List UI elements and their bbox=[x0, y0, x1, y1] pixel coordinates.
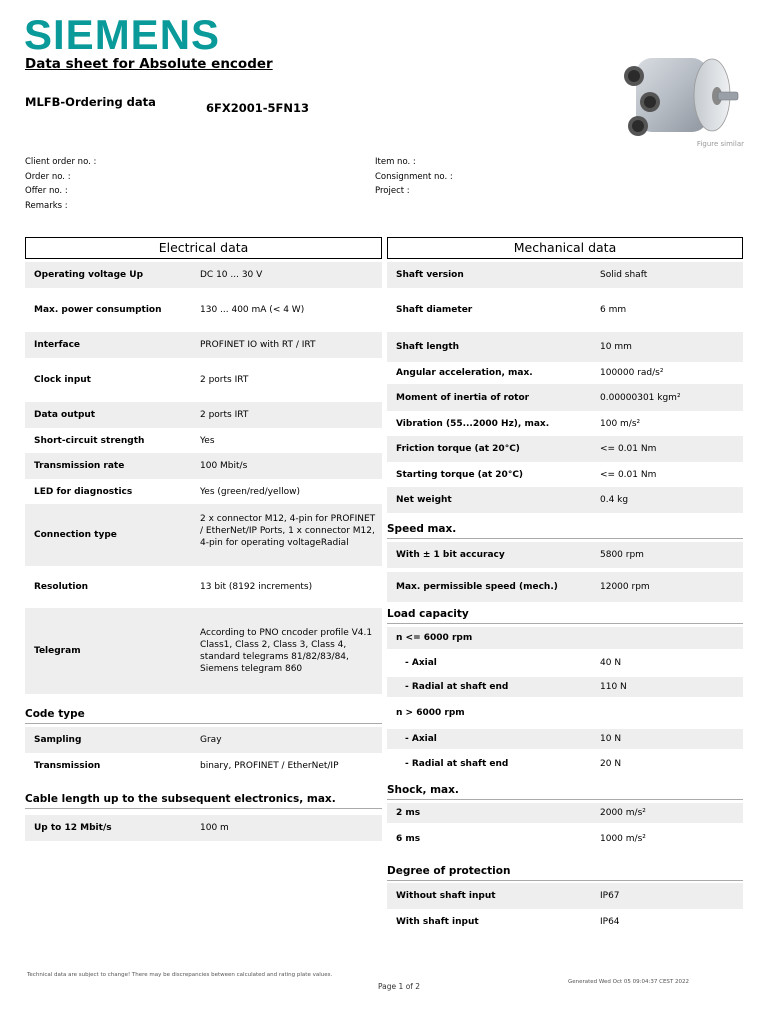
footer-disclaimer: Technical data are subject to change! There may be discrepancies between calculated and rating plate values. bbox=[27, 972, 333, 978]
row-label: With ± 1 bit accuracy bbox=[396, 550, 505, 560]
row-label: Data output bbox=[34, 410, 96, 420]
row-value: 0.4 kg bbox=[600, 495, 629, 505]
row-label: - Axial bbox=[405, 658, 437, 668]
row-value: PROFINET IO with RT / IRT bbox=[200, 340, 316, 350]
row-label: Transmission rate bbox=[34, 461, 125, 471]
row-value: 20 N bbox=[600, 758, 622, 769]
table-row bbox=[387, 487, 743, 513]
row-value: IP67 bbox=[600, 891, 620, 901]
row-label: Max. power consumption bbox=[34, 305, 162, 315]
table-row bbox=[387, 262, 743, 288]
table-row bbox=[387, 627, 743, 649]
table-row bbox=[25, 358, 382, 402]
table-row bbox=[25, 504, 382, 566]
row-label: Max. permissible speed (mech.) bbox=[396, 582, 558, 592]
generated-timestamp: Generated Wed Oct 05 09:04:37 CEST 2022 bbox=[568, 979, 690, 985]
degree-of-protection-heading: Degree of protection bbox=[387, 861, 743, 881]
row-label: Resolution bbox=[34, 582, 89, 592]
row-value: <= 0.01 Nm bbox=[600, 444, 657, 454]
row-label: Shaft version bbox=[396, 270, 464, 280]
row-label: Transmission bbox=[34, 761, 101, 771]
row-value: 0.00000301 kgm² bbox=[600, 392, 681, 403]
row-value: 100 Mbit/s bbox=[200, 461, 248, 471]
row-value: Yes bbox=[200, 435, 215, 446]
table-row bbox=[387, 649, 743, 677]
row-label: Operating voltage Up bbox=[34, 270, 144, 280]
offer-no-label: Offer no. : bbox=[25, 186, 68, 196]
table-row bbox=[25, 727, 382, 753]
row-value: 130 ... 400 mA (< 4 W) bbox=[200, 305, 305, 315]
row-label: Connection type bbox=[34, 530, 117, 540]
row-value: Yes (green/red/yellow) bbox=[200, 486, 300, 497]
row-label: Vibration (55...2000 Hz), max. bbox=[396, 418, 550, 429]
mechanical-data-table bbox=[387, 262, 743, 935]
table-row bbox=[25, 453, 382, 479]
electrical-data-header: Electrical data bbox=[25, 237, 382, 259]
table-row bbox=[387, 436, 743, 462]
mechanical-data-header: Mechanical data bbox=[387, 237, 743, 259]
row-label: With shaft input bbox=[396, 917, 479, 927]
row-value: 5800 rpm bbox=[600, 550, 644, 560]
table-row bbox=[387, 749, 743, 778]
item-no-label: Item no. : bbox=[375, 157, 416, 167]
row-value: 12000 rpm bbox=[600, 582, 650, 592]
row-value: According to PNO cncoder profile V4.1 Class1, Class 2, Class 3, Class 4, standard telegrams 81/82/83/84, Siemens telegram 860 bbox=[200, 628, 373, 674]
table-row bbox=[387, 883, 743, 909]
table-row bbox=[25, 332, 382, 358]
client-order-label: Client order no. : bbox=[25, 157, 97, 167]
table-row bbox=[387, 411, 743, 436]
table-row bbox=[25, 288, 382, 332]
order-meta-left bbox=[25, 155, 96, 213]
table-row bbox=[387, 332, 743, 362]
table-row bbox=[387, 697, 743, 729]
row-value: 2000 m/s² bbox=[600, 808, 646, 818]
row-label: Net weight bbox=[396, 495, 452, 505]
row-value: 10 N bbox=[600, 734, 622, 744]
row-value: 100 m bbox=[200, 823, 229, 833]
cable-length-heading: Cable length up to the subsequent electronics, max. bbox=[25, 785, 382, 809]
row-label: n <= 6000 rpm bbox=[396, 633, 473, 643]
table-row bbox=[387, 909, 743, 935]
row-label: Shaft length bbox=[396, 342, 460, 352]
row-label: Shaft diameter bbox=[396, 305, 473, 315]
row-label: Sampling bbox=[34, 735, 82, 745]
mlfb-value: 6FX2001-5FN13 bbox=[206, 101, 309, 115]
row-value: Solid shaft bbox=[600, 270, 648, 280]
row-label: 2 ms bbox=[396, 808, 421, 818]
remarks-label: Remarks : bbox=[25, 200, 68, 211]
table-row bbox=[387, 803, 743, 823]
project-label: Project : bbox=[375, 186, 410, 196]
row-value: 100 m/s² bbox=[600, 418, 641, 429]
row-label: Friction torque (at 20°C) bbox=[396, 444, 520, 454]
row-label: Without shaft input bbox=[396, 891, 496, 901]
row-value: DC 10 ... 30 V bbox=[200, 270, 263, 280]
row-label: Interface bbox=[34, 340, 81, 350]
page-number: Page 1 of 2 bbox=[378, 982, 421, 991]
row-value: 110 N bbox=[600, 682, 627, 692]
siemens-logo: SIEMENS bbox=[24, 11, 221, 58]
row-label: Telegram bbox=[34, 646, 81, 656]
table-row bbox=[25, 753, 382, 779]
table-row bbox=[25, 608, 382, 694]
row-value: 2 ports IRT bbox=[200, 375, 249, 385]
table-row bbox=[25, 262, 382, 288]
table-row bbox=[387, 288, 743, 332]
row-label: Angular acceleration, max. bbox=[396, 368, 533, 378]
table-row bbox=[387, 542, 743, 568]
row-value: binary, PROFINET / EtherNet/IP bbox=[200, 761, 339, 771]
row-label: Clock input bbox=[34, 375, 91, 385]
row-value: 10 mm bbox=[600, 342, 632, 352]
row-label: - Radial at shaft end bbox=[405, 758, 509, 769]
figure-caption: Figure similar bbox=[696, 140, 744, 148]
row-value: 100000 rad/s² bbox=[600, 368, 664, 378]
shock-max-heading: Shock, max. bbox=[387, 780, 743, 800]
table-row bbox=[387, 462, 743, 487]
row-value: 13 bit (8192 increments) bbox=[200, 582, 313, 592]
encoder-product-image bbox=[614, 50, 746, 142]
table-row bbox=[387, 362, 743, 384]
row-value: 6 mm bbox=[600, 305, 627, 315]
table-row bbox=[387, 572, 743, 602]
table-row bbox=[25, 815, 382, 841]
row-label: Moment of inertia of rotor bbox=[396, 392, 530, 403]
row-label: Up to 12 Mbit/s bbox=[34, 823, 112, 833]
electrical-data-table bbox=[25, 262, 382, 841]
load-capacity-heading: Load capacity bbox=[387, 604, 743, 624]
order-meta-right bbox=[375, 155, 453, 199]
row-value: IP64 bbox=[600, 917, 620, 927]
table-row bbox=[25, 566, 382, 608]
row-label: Starting torque (at 20°C) bbox=[396, 469, 524, 480]
mlfb-label: MLFB-Ordering data bbox=[25, 95, 156, 109]
table-row bbox=[387, 677, 743, 697]
row-label: n > 6000 rpm bbox=[396, 708, 465, 718]
row-value: 2 x connector M12, 4-pin for PROFINET / EtherNet/IP Ports, 1 x connector M12, 4-pin for operating voltageRadial bbox=[200, 514, 376, 548]
row-value: <= 0.01 Nm bbox=[600, 469, 657, 480]
row-label: - Radial at shaft end bbox=[405, 682, 509, 692]
table-row bbox=[387, 729, 743, 749]
speed-max-heading: Speed max. bbox=[387, 517, 743, 539]
row-label: 6 ms bbox=[396, 834, 421, 844]
table-row bbox=[387, 384, 743, 411]
code-type-heading: Code type bbox=[25, 700, 382, 724]
row-label: LED for diagnostics bbox=[34, 486, 133, 497]
table-row bbox=[25, 428, 382, 453]
row-value: 1000 m/s² bbox=[600, 834, 646, 844]
table-row bbox=[25, 479, 382, 504]
table-row bbox=[25, 402, 382, 428]
row-label: Short-circuit strength bbox=[34, 435, 145, 446]
row-value: 2 ports IRT bbox=[200, 410, 249, 420]
table-row bbox=[387, 823, 743, 855]
document-title: Data sheet for Absolute encoder bbox=[25, 56, 273, 72]
consignment-no-label: Consignment no. : bbox=[375, 171, 453, 182]
order-no-label: Order no. : bbox=[25, 171, 71, 182]
row-label: - Axial bbox=[405, 734, 437, 744]
row-value: 40 N bbox=[600, 658, 622, 668]
row-value: Gray bbox=[200, 735, 222, 745]
